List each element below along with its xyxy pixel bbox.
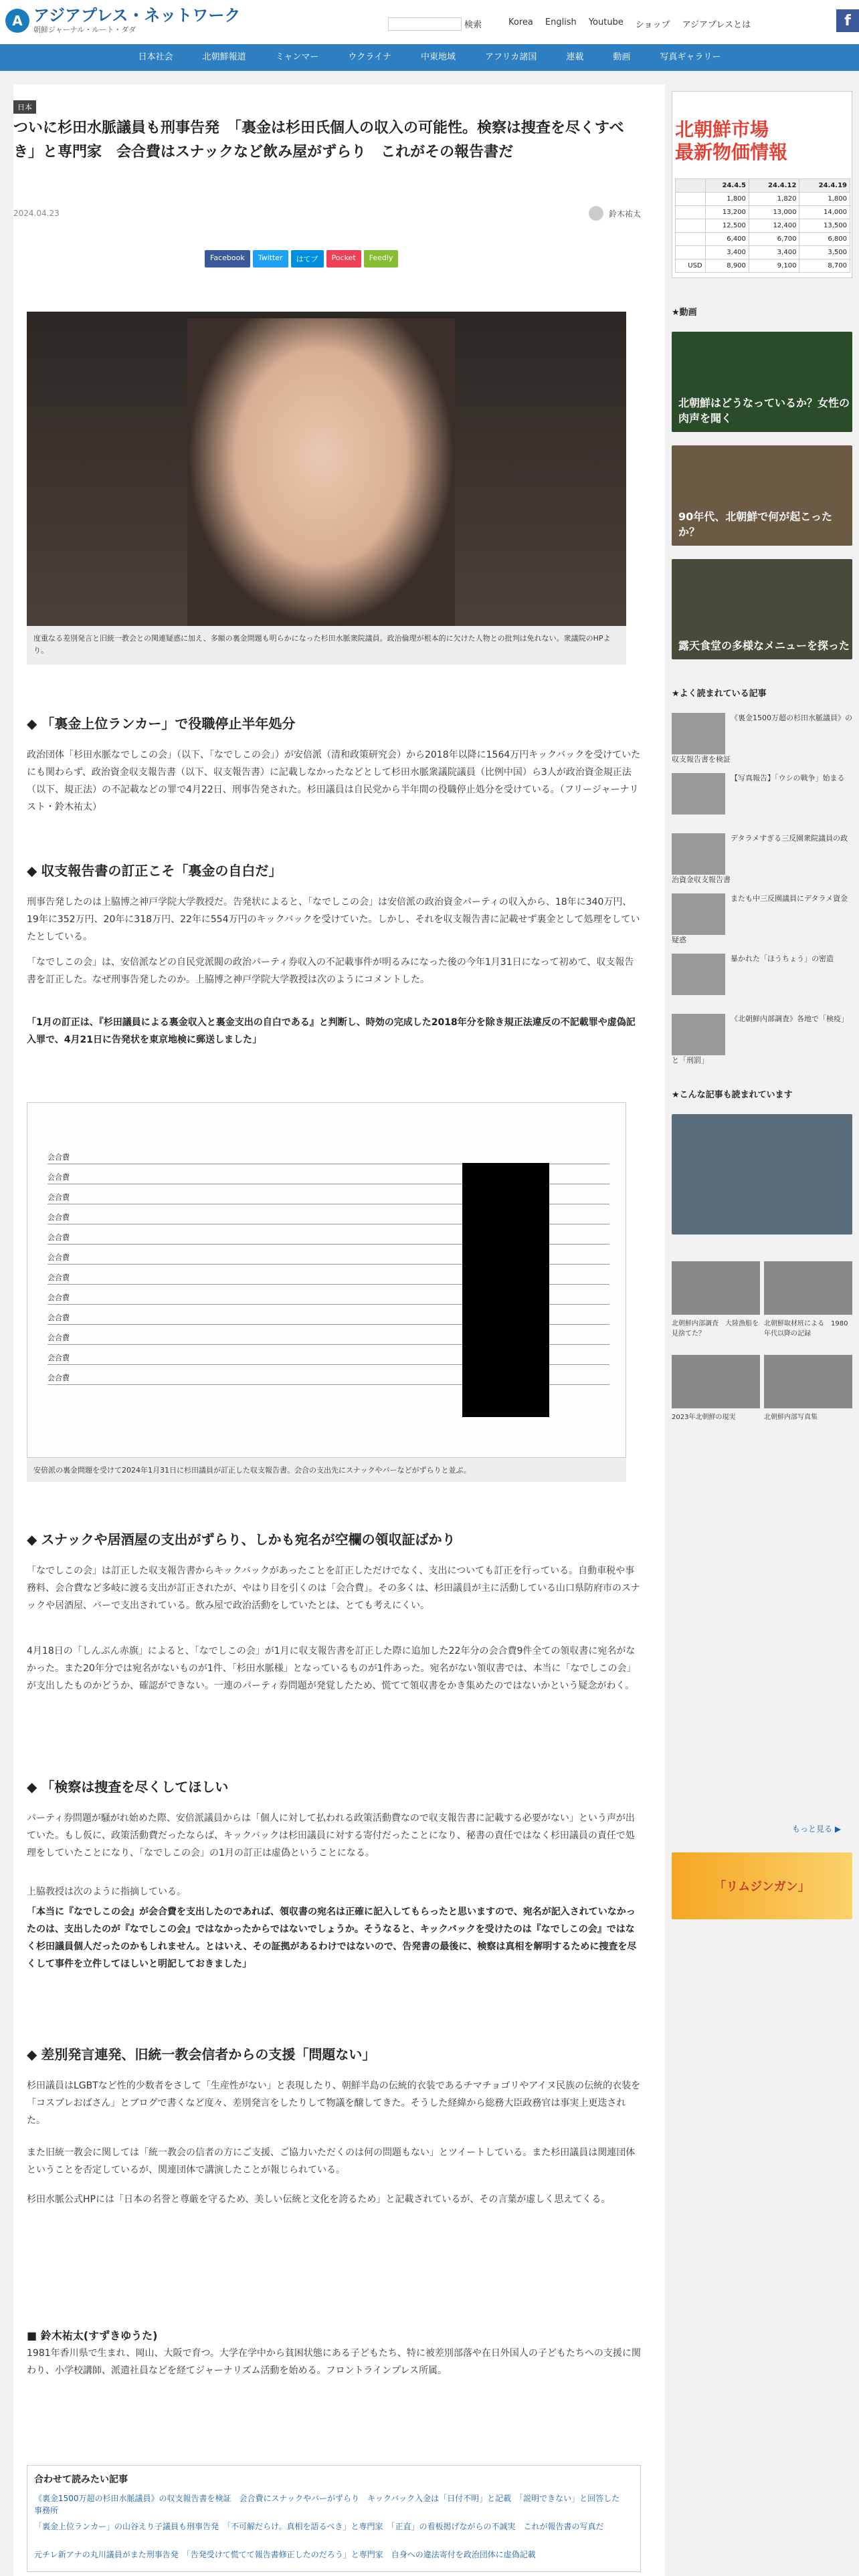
recommend-hero[interactable] [672,1114,852,1235]
quote: 「本当に『なでしこの会』が会合費を支出したのであれば、領収書の宛名は正確に記入してもらったと思いますので、宛名が記入されていなかったのは、支出したのが『なでしこの会』ではなかったからではないでしょうか。そうなると、キックバックを受けたのは『なでしこの会』ではなく杉田議員個人だったのかもしれません。とはいえ、その証拠があるわけではないので、告発書の最後に、検察は真相を解明するために捜査を尽くして事件を立件してほしいと明記しておきました」 [27,1907,637,1969]
rimjingang-banner[interactable]: 「リムジンガン」 [672,1852,852,1919]
nav-item[interactable]: ミャンマー [275,52,319,62]
nav-item[interactable]: ウクライナ [348,52,391,62]
search-button[interactable]: 検索 [464,20,482,30]
recommend-item[interactable]: 2023年北朝鮮の現実 [672,1355,760,1421]
nav-item[interactable]: 写真ギャラリー [660,52,721,62]
nav-item[interactable]: 動画 [613,52,631,62]
sidebar [672,84,852,2576]
section-heading: ◆ 「検察は捜査を尽くしてほしい [27,1779,229,1795]
paragraph: 上脇教授は次のように指摘している。 [27,1887,186,1897]
facebook-icon[interactable]: f [836,9,859,32]
doc-row: 会合費 [47,1290,609,1305]
logo-icon: A [5,9,29,33]
doc-row: 会合費 [47,1310,609,1325]
related-articles [27,2465,641,2572]
share-buttons [205,250,398,267]
paragraph: また旧統一教会に関しては「統一教会の信者の方にご支援、ご協力いただくのは何の問題もない」とツイートしている。また杉田議員は関連団体ということを否定しているが、関連団体で講演したことが報じられている。 [27,2147,636,2175]
search-input[interactable] [388,17,462,31]
popular-item[interactable]: 《裏金1500万超の杉田水脈議員》の収支報告書を検証 [672,714,852,764]
share-pocket-button[interactable]: Pocket [326,250,361,267]
redaction-block [462,1163,549,1417]
article-date: 2024.04.23 [13,209,60,218]
recommend-item[interactable]: 北朝鮮取材班による 1980年代以降の記録 [764,1261,852,1337]
link-shop[interactable]: ショップ [635,20,670,30]
paragraph: 「なでしこの会」は訂正した収支報告書からキックバックがあったことを訂正しただけでなく、支出についても訂正を行っている。自動車税や事務料、会合費など多岐に渡る支出が訂正されたが、やはり目を引くのは「会合費」。その多くは、杉田議員が主に活動している山口県防府市のスナックや居酒屋、バーで支出されている。飲み屋で政治活動をしていたとは、とても考えにくい。 [27,1566,640,1611]
popular-item[interactable]: 《北朝鮮内部調査》各地で「検疫」と「刑罰」 [672,1014,848,1065]
doc-row: 会合費 [47,1270,609,1285]
doc-row: 会合費 [47,1250,609,1265]
article-headline: ついに杉田水脈議員も刑事告発 「裏金は杉田氏個人の収入の可能性。検察は捜査を尽くすべき」と専門家 会合費はスナックなど飲み屋がずらり これがその報告書だ [13,120,624,160]
author-bio: 1981年香川県で生まれ、岡山、大阪で育つ。大学在学中から貧困状態にある子どもたち、特に被差別部落や在日外国人の子どもたちへの支援に関わり、小学校講師、派遣社員などを経てジャーナリズム活動を始める。フロントラインプレス所属。 [27,2348,641,2376]
price-widget[interactable] [672,91,852,278]
main-nav [0,44,859,71]
document-caption: 安倍派の裏金問題を受けて2024年1月31日に杉田議員が訂正した収支報告書。会合の支出先にスナックやバーなどがずらりと並ぶ。 [27,1458,626,1482]
doc-row: 会合費 [47,1350,609,1365]
doc-row: 会合費 [47,1370,609,1385]
doc-row: 会合費 [47,1190,609,1204]
related-link[interactable]: 元チレ新アナの丸川議員がまた刑事告発 「告発受けて慌てて報告書修正したのだろう」と専門家 自身への違法寄付を政治団体に虚偽記載 [34,2550,536,2559]
author-byline [589,206,641,221]
share-feedly-button[interactable]: Feedly [364,250,399,267]
price-table: 24.4.5 24.4.12 24.4.19 1,800 1,820 1,800 13,200 13,000 14,000 12,500 12,400 13,500 6,400 6,700 6,800 3,400 3,400 3,500 USD 8,900 9,100 8,700 [675,179,850,273]
photo-caption: 度重なる差別発言と旧統一教会との関連疑惑に加え、多額の裏金問題も明らかになった杉田水脈衆院議員。政治倫理が根本的に欠けた人物との批判は免れない。衆議院のHPより。 [27,626,626,665]
top-links [508,17,751,30]
popular-item[interactable]: 【写真報告】「ウシの戦争」始まる [672,773,852,815]
nav-item[interactable]: 日本社会 [138,52,173,62]
popular-item[interactable]: 暴かれた「ほうちょう」の密造 [672,954,852,995]
document-image [27,1102,626,1458]
paragraph: 「なでしこの会」は、安倍派などの自民党派閥の政治パーティ券収入の不記載事件が明るみになった後の今年1月31日になって初めて、収支報告書を訂正した。なぜ刑事告発したのか。上脇博之神戸学院大学教授は次のようにコメントした。 [27,957,634,985]
author-name[interactable]: 鈴木祐太 [609,209,642,219]
section-heading: ◆ 「裏金上位ランカー」で役職停止半年処分 [27,716,296,732]
recommend-item[interactable]: 北朝鮮内部写真集 [764,1355,852,1421]
nav-item[interactable]: 北朝鮮報道 [202,52,246,62]
category-badge[interactable]: 日本 [13,100,36,114]
paragraph: 杉田議員はLGBTなど性的少数者をさして「生産性がない」と表現したり、朝鮮半島の伝統的衣装であるチマチョゴリやアイヌ民族の伝統的衣装を「コスプレおばさん」とブログで書くなど度々、差別発言をしたりして物議を醸してきた。そうした経緯から総務大臣政務官は事実上更迭された。 [27,2080,641,2126]
link-korea[interactable]: Korea [508,17,533,27]
nav-item[interactable]: 連載 [566,52,584,62]
popular-item[interactable]: またも中三反園議員にデタラメ資金疑惑 [672,894,848,944]
section-heading: ◆ スナックや居酒屋の支出がずらり、しかも宛名が空欄の領収証ばかり [27,1531,456,1547]
paragraph: 杉田水脈公式HPには「日本の名誉と尊厳を守るため、美しい伝統と文化を誇るため」と記載されているが、その言葉が虚しく思えてくる。 [27,2194,611,2205]
video-heading: ★動画 [672,308,697,318]
video-thumb[interactable]: 90年代、北朝鮮で何が起こったか？ [672,445,852,546]
paragraph: パーティ券問題が騒がれ始めた際、安倍派議員からは「個人に対して払われる政策活動費なので収支報告書に記載する必要がない」という声が出ていた。もし仮に、政策活動費だったならば、キックバックは杉田議員に対する寄付だったことになり、秘書の責任ではなく杉田議員の責任で処理をしていたことになり、「なでしこの会」の1月の訂正は虚偽ということになる。 [27,1813,635,1858]
avatar [589,206,603,221]
paragraph: 4月18日の「しんぶん赤旗」によると、「なでしこの会」が1月に収支報告書を訂正した際に追加した22年分の会合費9件全ての領収書に宛名がなかった。また20年分では宛名がないものが1件、「杉田水脈様」となっているものが1件あった。宛名がない領収書では、本当に「なでしこの会」が支出したものかどうか、確認ができない。一連のパーティ券問題が発覚したため、慌てて領収書をかき集めたのではないかという疑念がわく。 [27,1646,636,1691]
logo-title: アジアプレス・ネットワーク [33,6,241,25]
doc-row: 会合費 [47,1210,609,1224]
related-title: 合わせて読みたい記事 [34,2474,128,2485]
nav-item[interactable]: 中東地域 [420,52,456,62]
video-thumb[interactable]: 北朝鮮はどうなっているか？女性の肉声を聞く [672,332,852,432]
article-photo [27,312,626,626]
share-hatena-button[interactable]: はてブ [291,250,324,267]
related-link[interactable]: 《裏金1500万超の杉田水脈議員》の収支報告書を検証 会合費にスナックやバーがずらり キックバック入金は「日付不明」と記載 「説明できない」と回答した事務所 [34,2494,620,2515]
nav-item[interactable]: アフリカ諸国 [485,52,537,62]
doc-row: 会合費 [47,1150,609,1164]
price-title: 北朝鮮市場 最新物価情報 [675,118,788,163]
section-heading: ◆ 収支報告書の訂正こそ「裏金の自白だ」 [27,863,282,879]
popular-heading: ★よく読まれている記事 [672,689,767,699]
doc-row: 会合費 [47,1330,609,1345]
recommend-heading: ★こんな記事も読まれています [672,1090,793,1100]
author-bio-name: ■ 鈴木祐太(すずきゆうた) [27,2329,158,2342]
paragraph: 政治団体「杉田水脈なでしこの会」（以下、「なでしこの会」）が安倍派（清和政策研究会）から2018年以降に1564万円キックバックを受けていたにも関わらず、政治資金収支報告書（以下、収支報告書）に記載しなかったなどとして杉田水脈衆議院議員（比例中国）ら3人が政治資金規正法（以下、規正法）の不記載などの罪で4月22日、刑事告発された。杉田議員は自民党から半年間の役職停止処分を受けている。（フリージャーナリスト・鈴木祐太） [27,750,641,813]
doc-row: 会合費 [47,1230,609,1245]
section-heading: ◆ 差別発言連発、旧統一教会信者からの支援「問題ない」 [27,2046,376,2062]
doc-row: 会合費 [47,1170,609,1184]
recommend-item[interactable]: 北朝鮮内部調査 大陸漁船を見捨てた？ [672,1261,760,1337]
link-about[interactable]: アジアプレスとは [682,20,751,30]
share-twitter-button[interactable]: Twitter [253,250,288,267]
share-facebook-button[interactable]: Facebook [205,250,250,267]
link-english[interactable]: English [545,17,577,27]
related-link[interactable]: 「裏金上位ランカー」の山谷えり子議員も刑事告発 「不可解だらけ。真相を語るべき」と専門家 「正直」の看板掲げながらの不誠実 これが報告書の写真だ [34,2522,604,2531]
quote: 「1月の訂正は、『杉田議員による裏金収入と裏金支出の自白である』と判断し、時効の完成した2018年分を除き規正法違反の不記載罪や虚偽記入罪で、4月21日に告発状を東京地検に郵送しました」 [27,1017,636,1045]
video-thumb[interactable]: 露天食堂の多様なメニューを探った [672,559,852,659]
top-bar [0,0,859,44]
logo-subtitle: 朝鮮ジャーナル・ルート・ダダ [33,25,136,34]
article-main [13,84,665,2576]
more-link[interactable]: もっと見る ▶ [792,1824,842,1834]
link-youtube[interactable]: Youtube [588,17,624,27]
portrait [187,318,455,626]
popular-item[interactable]: デタラメすぎる三反園衆院議員の政治資金収支報告書 [672,834,848,884]
doc-header [27,1103,626,1143]
paragraph: 刑事告発したのは上脇博之神戸学院大学教授だ。告発状によると、「なでしこの会」は安倍派の政治資金パーティの収入から、18年に340万円、19年に352万円、20年に318万円、22年に554万円のキックバックを受けていた。しかし、それを収支報告書に記載せず裏金として処理をしていたとしている。 [27,897,640,942]
site-logo[interactable] [5,7,240,35]
